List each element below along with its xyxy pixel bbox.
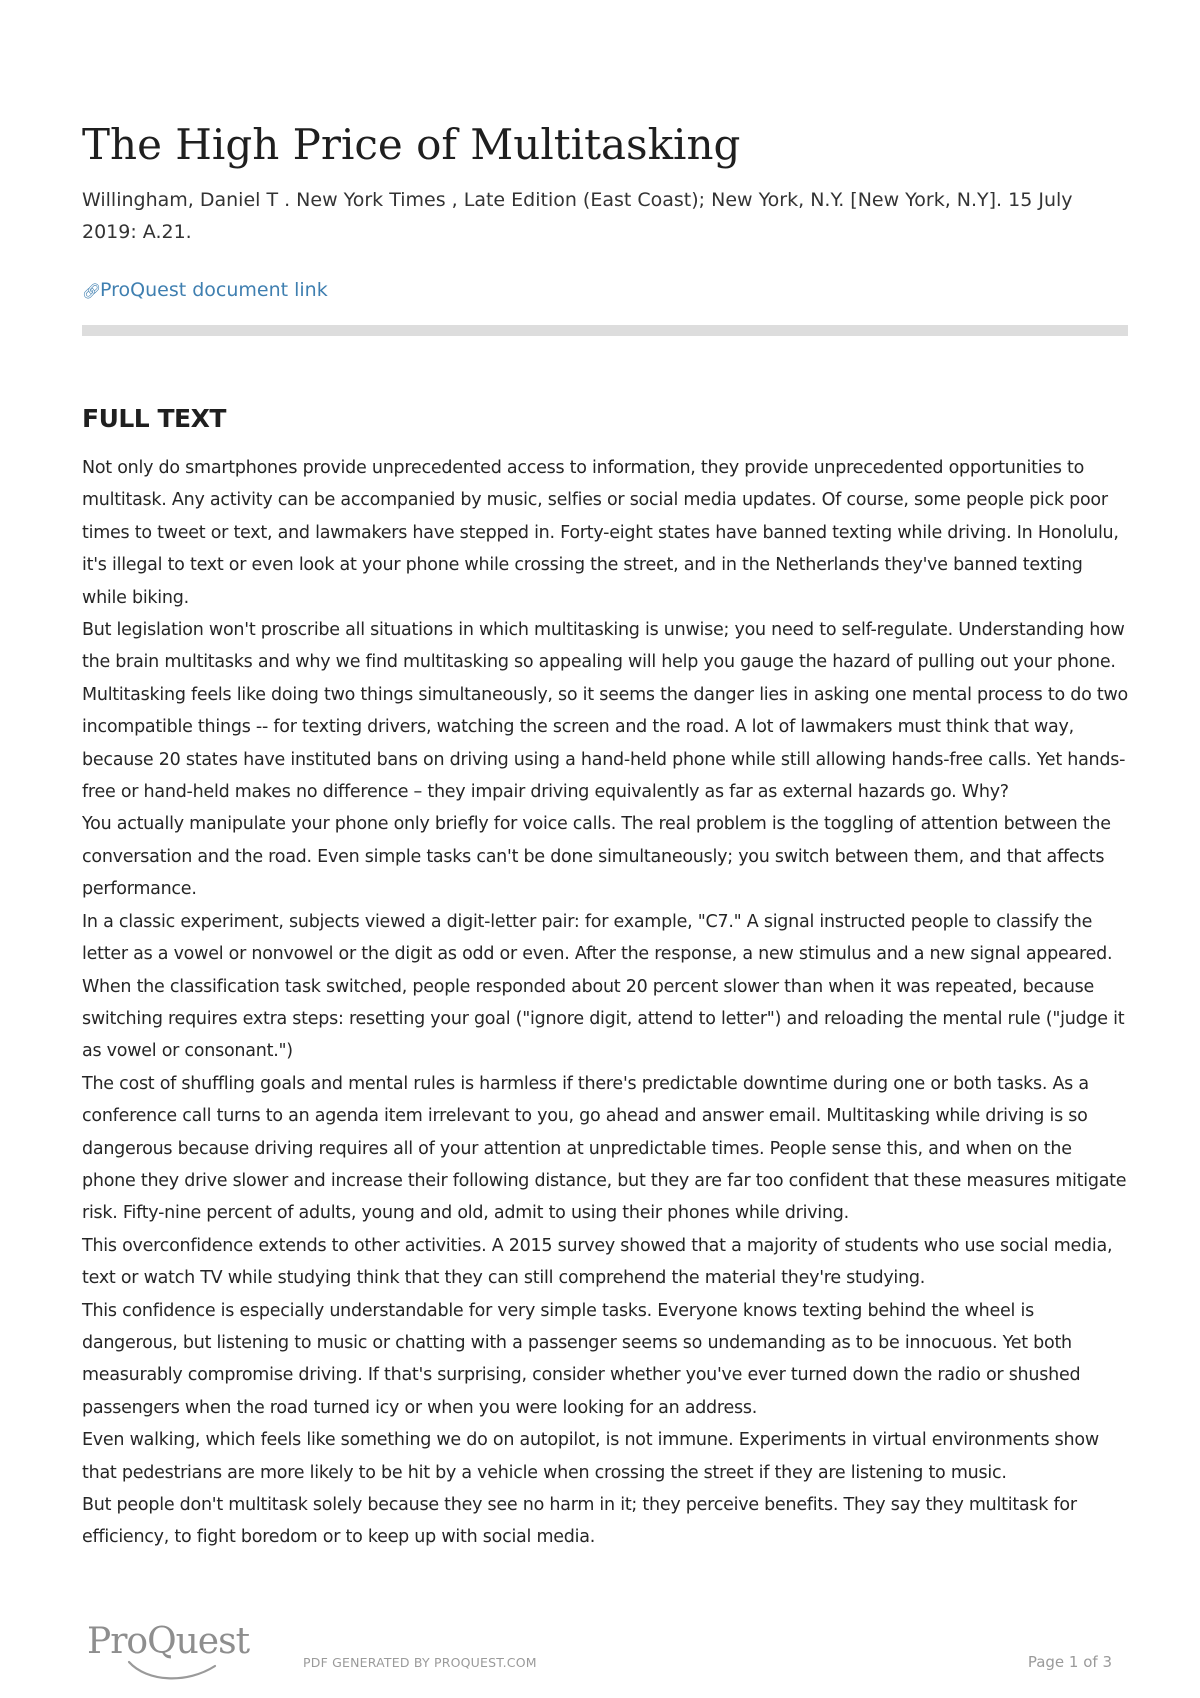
paragraph-5: In a classic experiment, subjects viewed a digit-letter pair: for example, "C7." A signal instructed people to classify the letter as a vowel or nonvowel or the digit as odd or even. After the response, a new stimulus and a new signal appeared. When the classification task switched, people responded about 20 percent slower than when it was repeated, because switching requires extra steps: resetting your goal ("ignore digit, attend to letter") and reloading the mental rule ("judge it as vowel or consonant.") (82, 911, 1125, 1062)
paragraph-1: Not only do smartphones provide unprecedented access to information, they provide unprecedented opportunities to multitask. Any activity can be accompanied by music, selfies or social media updates. Of course, some people pick poor times to tweet or text, and lawmakers have stepped in. Forty-eight states have banned texting while driving. In Honolulu, it's illegal to text or even look at your phone while crossing the street, and in the Netherlands they've banned texting while biking. (82, 458, 1119, 608)
paragraph-7: This overconfidence extends to other activities. A 2015 survey showed that a majority of students who use social media, text or watch TV while studying think that they can still comprehend the material they're studying. (82, 1235, 1113, 1289)
proquest-document-link-label: ProQuest document link (100, 279, 328, 301)
document-title: The High Price of Multitasking (82, 120, 741, 169)
header-divider (82, 325, 1128, 336)
section-heading: FULL TEXT (82, 404, 226, 433)
paragraph-6: The cost of shuffling goals and mental rules is harmless if there's predictable downtime during one or both tasks. As a conference call turns to an agenda item irrelevant to you, go ahead and answer email. Multitasking while driving is so dangerous because driving requires all of your attention at unpredictable times. People sense this, and when on the phone they drive slower and increase their following distance, but they are far too confident that these measures mitigate risk. Fifty-nine percent of adults, young and old, admit to using their phones while driving. (82, 1073, 1127, 1224)
paragraph-10: But people don't multitask solely because they see no harm in it; they perceive benefits. They say they multitask for efficiency, to fight boredom or to keep up with social media. (82, 1495, 1077, 1548)
paragraph-9: Even walking, which feels like something we do on autopilot, is not immune. Experiments in virtual environments show that pedestrians are more likely to be hit by a vehicle when crossing the street if they are listening to music. (82, 1430, 1099, 1483)
logo-swoosh-icon (127, 1656, 217, 1684)
pdf-generated-note: PDF GENERATED BY PROQUEST.COM (303, 1655, 537, 1670)
paragraph-8: This confidence is especially understandable for very simple tasks. Everyone knows texting behind the wheel is dangerous, but listening to music or chatting with a passenger seems so undemanding as to be innocuous. Yet both measurably compromise driving. If that's surprising, consider whether you've ever turned down the radio or shushed passengers when the road turned icy or when you were looking for an address. (82, 1300, 1081, 1418)
paragraph-2: But legislation won't proscribe all situations in which multitasking is unwise; you need to self-regulate. Understanding how the brain multitasks and why we find multitasking so appealing will help you gauge the hazard of pulling out your phone. (82, 620, 1125, 673)
link-icon: 🔗︎ (82, 282, 102, 300)
paragraph-4: You actually manipulate your phone only briefly for voice calls. The real problem is the toggling of attention between the conversation and the road. Even simple tasks can't be done simultaneously; you switch between them, and that affects performance. (82, 814, 1111, 900)
page-number: Page 1 of 3 (1027, 1653, 1112, 1671)
proquest-document-link[interactable] (82, 276, 328, 305)
proquest-logo-text: ProQuest (87, 1621, 250, 1662)
proquest-logo (87, 1620, 257, 1688)
citation: Willingham, Daniel T . New York Times , Late Edition (East Coast); New York, N.Y. [New York, N.Y]. 15 July 2019: A.21. (82, 189, 1073, 243)
paragraph-3: Multitasking feels like doing two things simultaneously, so it seems the danger lies in asking one mental process to do two incompatible things -- for texting drivers, watching the screen and the road. A lot of lawmakers must think that way, because 20 states have instituted bans on driving using a hand-held phone while still allowing hands-free calls. Yet hands-free or hand-held makes no difference – they impair driving equivalently as far as external hazards go. Why? (82, 684, 1128, 803)
article-body (82, 452, 1128, 1554)
